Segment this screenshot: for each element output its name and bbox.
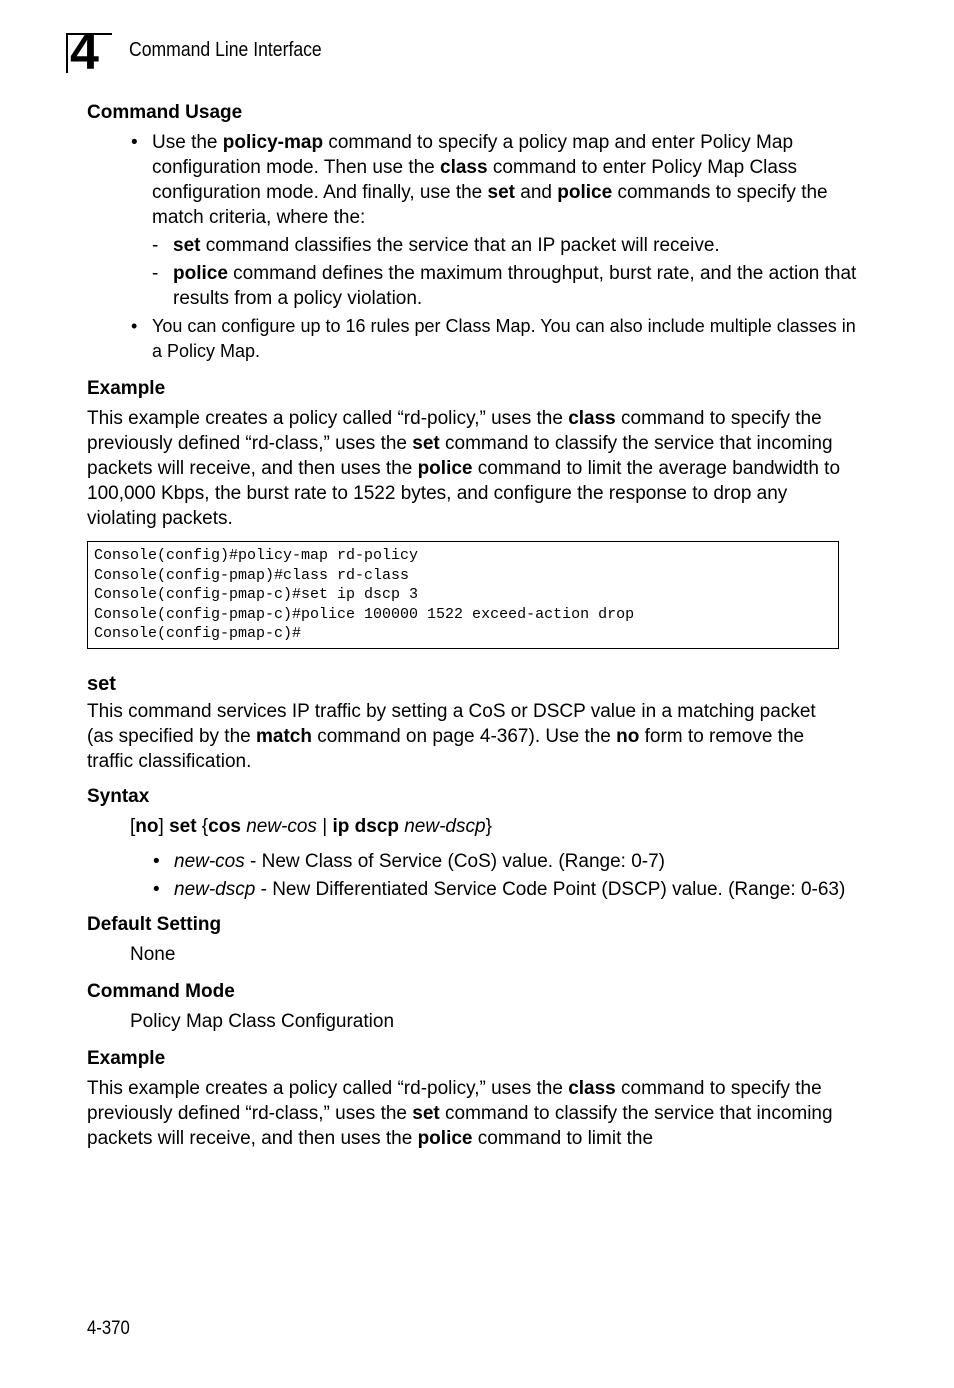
- dash-icon: -: [152, 263, 159, 284]
- page-number: 4-370: [87, 1318, 130, 1339]
- text: command to specify the previously defined “rd-class,” uses the: [87, 1077, 822, 1124]
- keyword: cos: [208, 815, 241, 837]
- keyword: police: [417, 458, 473, 479]
- default-setting-value: None: [130, 943, 176, 965]
- text: This example creates a policy called “rd-policy,” uses the: [87, 1077, 569, 1099]
- parameter: new-cos: [174, 850, 245, 872]
- text: command on page 4-367). Use the: [311, 725, 617, 747]
- text: This command services IP traffic by setting a CoS or DSCP value in a matching packet (as specified by the: [87, 700, 816, 747]
- code-example: Console(config)#policy-map rd-policy Console(config-pmap)#class rd-class Console(config-pmap-c)#set ip dscp 3 Console(config-pmap-c)#police 100000 1522 exceed-action drop Console(config-pmap-c)#: [87, 541, 839, 649]
- text: command to specify a policy map and enter Policy Map configuration mode. Then use the: [152, 132, 794, 178]
- example-heading: Example: [87, 1047, 166, 1069]
- bullet-icon: •: [131, 132, 138, 153]
- text: {: [196, 815, 209, 837]
- text: form to remove the traffic classification.: [87, 725, 805, 772]
- keyword: no: [135, 815, 159, 837]
- text: This example creates a policy called “rd-policy,” uses the: [87, 408, 569, 429]
- keyword: set: [169, 815, 197, 837]
- bullet-icon: •: [153, 850, 160, 872]
- text: command defines the maximum throughput, burst rate, and the action that results from a policy violation.: [173, 263, 857, 309]
- text: ]: [158, 815, 170, 837]
- keyword: set: [412, 1102, 440, 1124]
- text: - New Differentiated Service Code Point (DSCP) value. (Range: 0-63): [255, 878, 846, 900]
- text: command classifies the service that an IP packet will receive.: [200, 235, 720, 256]
- keyword: police: [557, 182, 613, 203]
- list-item: [87, 849, 857, 874]
- text: }: [485, 815, 492, 837]
- keyword: ip dscp: [332, 815, 399, 837]
- keyword: policy-map: [222, 132, 324, 153]
- syntax-heading: Syntax: [87, 785, 150, 807]
- text: and: [515, 182, 558, 203]
- command-description: [87, 699, 847, 774]
- parameter: new-cos: [246, 815, 317, 837]
- list-item: [152, 261, 857, 311]
- keyword: set: [487, 182, 515, 203]
- chapter-number: 4: [70, 23, 99, 81]
- bullet-icon: •: [153, 878, 160, 900]
- example-heading: Example: [87, 378, 166, 399]
- command-usage-list: [87, 130, 857, 364]
- bullet-icon: •: [131, 316, 138, 336]
- text: command to limit the: [472, 1127, 654, 1149]
- text: |: [316, 815, 333, 837]
- header-title: Command Line Interface: [129, 39, 322, 61]
- keyword: set: [173, 235, 201, 256]
- text: You can configure up to 16 rules per Class Map. You can also include multiple classes in a Policy Map.: [152, 316, 856, 361]
- syntax-line: [130, 814, 857, 839]
- text: - New Class of Service (CoS) value. (Range: 0-7): [244, 850, 666, 872]
- text: [: [130, 815, 136, 837]
- list-item: [152, 233, 857, 258]
- parameter-list: [87, 849, 857, 902]
- text: Use the: [152, 132, 223, 153]
- keyword: police: [417, 1127, 473, 1149]
- keyword: class: [568, 1077, 616, 1099]
- command-usage-heading: Command Usage: [87, 102, 243, 123]
- keyword: no: [616, 725, 640, 747]
- text: command to classify the service that incoming packets will receive, and then uses the: [87, 433, 833, 479]
- keyword: class: [568, 408, 616, 429]
- dash-icon: -: [152, 235, 159, 256]
- keyword: match: [255, 725, 312, 747]
- text: commands to specify the match criteria, where the:: [152, 182, 828, 228]
- command-mode-heading: Command Mode: [87, 980, 235, 1002]
- sub-list: [152, 233, 857, 311]
- example-paragraph: [87, 1076, 847, 1151]
- keyword: set: [412, 433, 440, 454]
- parameter: new-dscp: [404, 815, 486, 837]
- command-title: set: [87, 672, 116, 695]
- parameter: new-dscp: [174, 878, 256, 900]
- default-setting-heading: Default Setting: [87, 913, 222, 935]
- command-mode-value: Policy Map Class Configuration: [130, 1010, 395, 1032]
- page-header: [0, 0, 954, 80]
- list-item: [87, 314, 857, 364]
- text: command to specify the previously defined “rd-class,” uses the: [87, 408, 822, 454]
- text: command to enter Policy Map Class configuration mode. And finally, use the: [152, 157, 797, 203]
- page-content: [87, 100, 857, 1161]
- list-item: [87, 877, 857, 902]
- keyword: class: [440, 157, 488, 178]
- keyword: police: [173, 263, 228, 284]
- list-item: [87, 130, 857, 311]
- example-paragraph: [87, 406, 847, 531]
- text: command to limit the average bandwidth to 100,000 Kbps, the burst rate to 1522 bytes, and configure the response to drop any violating packets.: [87, 458, 841, 529]
- text: command to classify the service that incoming packets will receive, and then uses the: [87, 1102, 833, 1149]
